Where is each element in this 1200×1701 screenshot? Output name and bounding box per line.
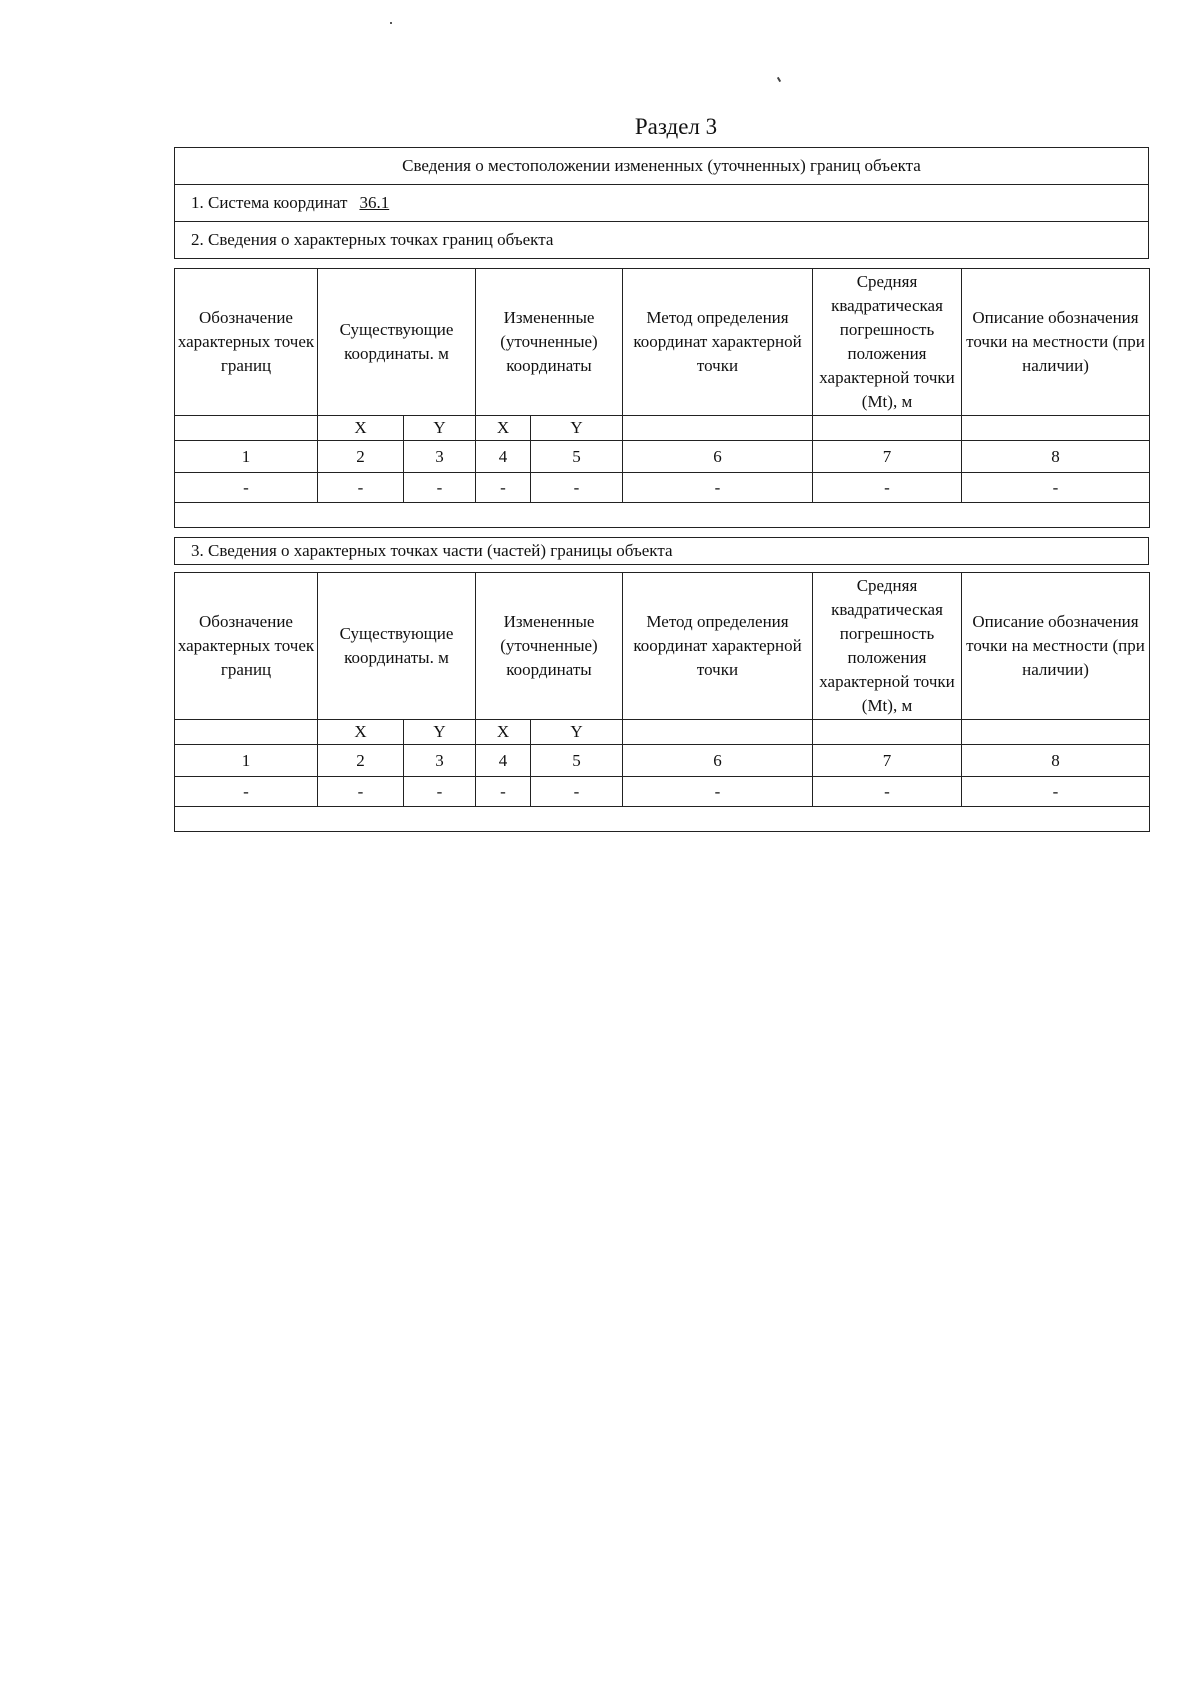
header-description: Описание обозначения точки на местности (при наличии) (962, 269, 1150, 416)
empty-value: - (476, 473, 531, 503)
column-number: 2 (318, 441, 404, 473)
section-heading-box (174, 147, 1149, 185)
part-boundary-points-table (174, 572, 1150, 832)
empty-value: - (813, 473, 962, 503)
header-existing-coords: Существующие координаты. м (318, 573, 476, 720)
empty-value: - (476, 777, 531, 807)
y-label: Y (404, 720, 476, 745)
empty-value: - (623, 777, 813, 807)
empty-value: - (813, 777, 962, 807)
table-cell (962, 416, 1150, 441)
empty-value: - (623, 473, 813, 503)
header-point-designation: Обозначение характерных точек границ (175, 573, 318, 720)
x-label: X (318, 720, 404, 745)
x-label: X (476, 416, 531, 441)
column-number: 1 (175, 745, 318, 777)
table-cell (175, 416, 318, 441)
empty-row (175, 503, 1150, 528)
empty-value: - (175, 473, 318, 503)
column-number-row (175, 745, 1150, 777)
table-cell (813, 416, 962, 441)
table-cell (813, 720, 962, 745)
column-number: 1 (175, 441, 318, 473)
empty-value: - (175, 777, 318, 807)
empty-value: - (531, 777, 623, 807)
header-changed-coords: Измененные (уточненные) координаты (476, 573, 623, 720)
empty-value: - (962, 777, 1150, 807)
empty-row (175, 807, 1150, 832)
column-number: 8 (962, 745, 1150, 777)
table-row (175, 777, 1150, 807)
coord-system-row (174, 184, 1149, 222)
column-number: 6 (623, 441, 813, 473)
empty-value: - (962, 473, 1150, 503)
column-number: 5 (531, 745, 623, 777)
x-label: X (476, 720, 531, 745)
header-mean-error: Средняя квадратическая погрешность положения характерной точки (Mt), м (813, 269, 962, 416)
scan-speck (777, 77, 781, 82)
xy-row (175, 720, 1150, 745)
empty-value: - (531, 473, 623, 503)
empty-value: - (318, 777, 404, 807)
empty-value: - (318, 473, 404, 503)
scan-speck (390, 22, 392, 24)
column-number: 7 (813, 745, 962, 777)
section2-row (174, 221, 1149, 259)
column-number: 3 (404, 441, 476, 473)
empty-value: - (404, 473, 476, 503)
table-cell (623, 720, 813, 745)
header-method: Метод определения координат характерной точки (623, 269, 813, 416)
column-number: 3 (404, 745, 476, 777)
y-label: Y (531, 416, 623, 441)
header-row (175, 269, 1150, 416)
column-number: 5 (531, 441, 623, 473)
coord-system-value: 36.1 (359, 193, 390, 212)
column-number: 6 (623, 745, 813, 777)
coord-system-label: 1. Система координат (191, 193, 348, 212)
column-number: 4 (476, 441, 531, 473)
y-label: Y (404, 416, 476, 441)
section-heading: Сведения о местоположении измененных (уточненных) границ объекта (402, 156, 921, 175)
y-label: Y (531, 720, 623, 745)
column-number: 7 (813, 441, 962, 473)
x-label: X (318, 416, 404, 441)
column-number: 4 (476, 745, 531, 777)
table-row (175, 473, 1150, 503)
section2-label: 2. Сведения о характерных точках границ объекта (191, 230, 554, 249)
empty-value: - (404, 777, 476, 807)
header-existing-coords: Существующие координаты. м (318, 269, 476, 416)
header-mean-error: Средняя квадратическая погрешность положения характерной точки (Mt), м (813, 573, 962, 720)
boundary-points-table (174, 268, 1150, 528)
header-point-designation: Обозначение характерных точек границ (175, 269, 318, 416)
table-cell (623, 416, 813, 441)
header-description: Описание обозначения точки на местности (при наличии) (962, 573, 1150, 720)
section3-label: 3. Сведения о характерных точках части (частей) границы объекта (191, 541, 673, 560)
table-cell (962, 720, 1150, 745)
header-method: Метод определения координат характерной точки (623, 573, 813, 720)
header-row (175, 573, 1150, 720)
page-title: Раздел 3 (634, 114, 718, 139)
xy-row (175, 416, 1150, 441)
column-number: 2 (318, 745, 404, 777)
header-changed-coords: Измененные (уточненные) координаты (476, 269, 623, 416)
table-cell (175, 720, 318, 745)
column-number: 8 (962, 441, 1150, 473)
table-cell (175, 503, 1150, 528)
table-cell (175, 807, 1150, 832)
column-number-row (175, 441, 1150, 473)
section3-row (174, 537, 1149, 565)
